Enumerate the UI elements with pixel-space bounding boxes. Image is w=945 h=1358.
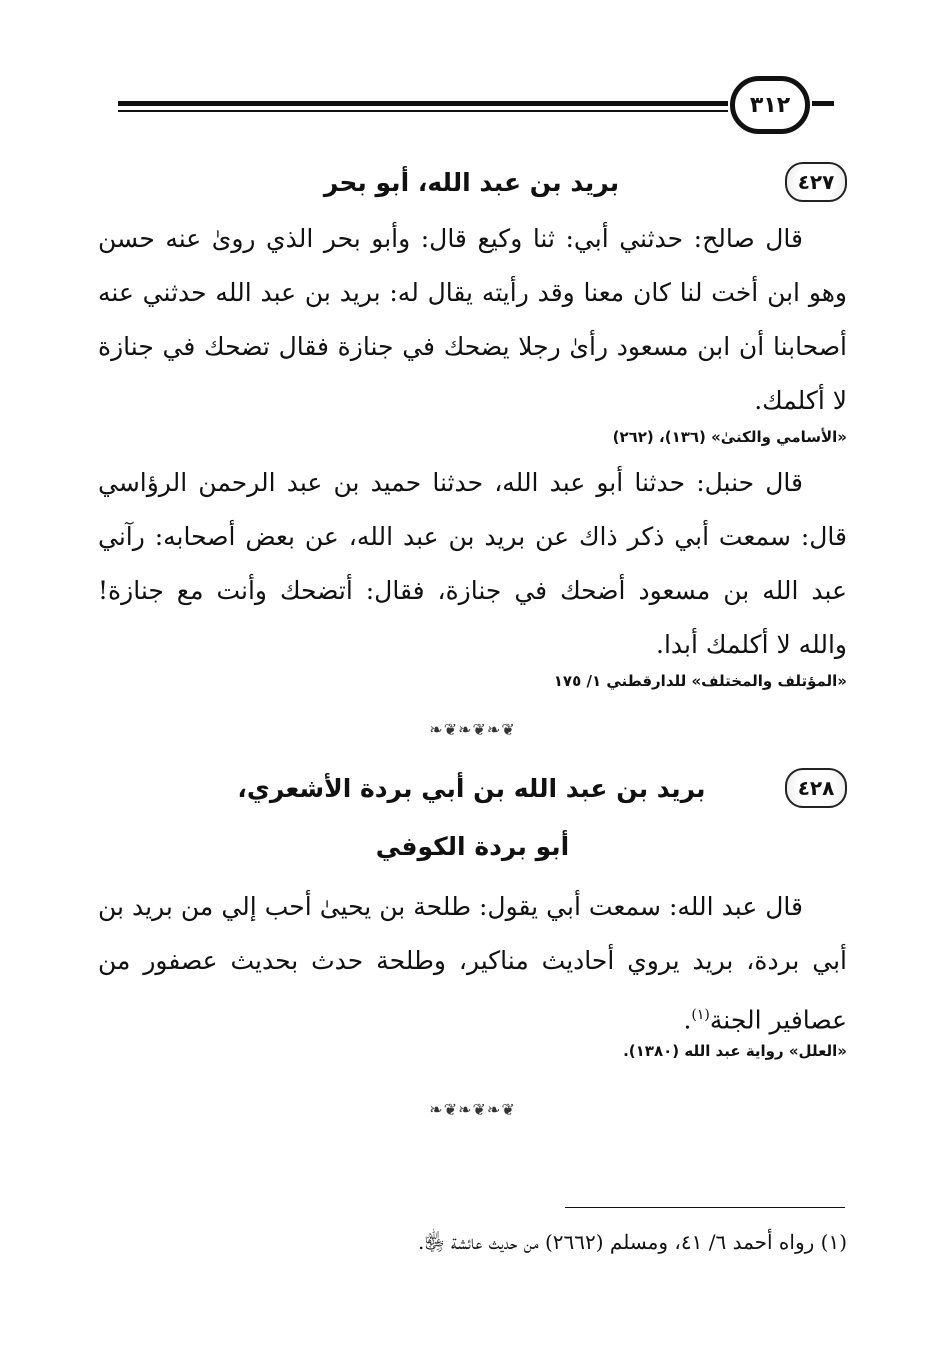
- footnote-reference[interactable]: (١): [691, 1007, 710, 1023]
- entry-heading-428: [98, 766, 847, 810]
- footnote-marker: (١): [820, 1230, 847, 1254]
- entry-number-badge: ٤٢٧: [785, 162, 847, 202]
- page-number: ٣١٢: [730, 76, 810, 134]
- source-citation: «العلل» رواية عبد الله (١٣٨٠).: [623, 1042, 847, 1060]
- body-paragraph: [98, 880, 847, 1047]
- entry-heading-427: [98, 160, 847, 204]
- entry-subtitle: أبو بردة الكوفي: [375, 832, 570, 861]
- entry-number-badge: ٤٢٨: [785, 768, 847, 808]
- source-citation: «الأسامي والكنىٰ» (١٣٦)، (٢٦٢): [612, 428, 847, 446]
- body-paragraph: [98, 212, 847, 428]
- footnote-text: رواه أحمد ٦/ ٤١، ومسلم (٢٦٦٢) من حديث عائشة ﵂.: [418, 1230, 815, 1254]
- section-ornament: ❧❦❧❦❧❦: [429, 1100, 516, 1119]
- paragraph-text: قال حنبل: حدثنا أبو عبد الله، حدثنا حميد بن عبد الرحمن الرؤاسي قال: سمعت أبي ذكر ذاك عن بريد بن عبد الله، عن بعض أصحابه: رآني عبد الله بن مسعود أضحك في جنازة، فقال: أتضحك وأنت مع جنازة! والله لا أكلمك أبدا.: [98, 468, 847, 659]
- entry-title: بريد بن عبد الله، أبو بحر: [323, 167, 620, 197]
- paragraph-text-end: .: [683, 1005, 692, 1035]
- footnote-separator: [565, 1207, 845, 1208]
- source-citation: «المؤتلف والمختلف» للدارقطني ١/ ١٧٥: [553, 672, 847, 690]
- entry-title: بريد بن عبد الله بن أبي بردة الأشعري،: [237, 773, 706, 803]
- footnote: [98, 1230, 847, 1259]
- paragraph-text: قال صالح: حدثني أبي: ثنا وكيع قال: وأبو بحر الذي روىٰ عنه حسن وهو ابن أخت لنا كان معنا وقد رأيته يقال له: بريد بن عبد الله حدثني عنه أصحابنا أن ابن مسعود رأىٰ رجلا يضحك في جنازة فقال تضحك في جنازة لا أكلمك.: [98, 224, 847, 415]
- header-rule-stub: [812, 101, 834, 106]
- paragraph-text: قال عبد الله: سمعت أبي يقول: طلحة بن يحيىٰ أحب إلي من بريد بن أبي بردة، بريد يروي أحاديث مناكير، وطلحة حدث بحديث عصفور من عصافير الجنة: [98, 892, 847, 1035]
- header-rule: [118, 101, 728, 106]
- header-rule-thin: [118, 110, 728, 112]
- section-ornament: ❧❦❧❦❧❦: [429, 720, 516, 739]
- body-paragraph: [98, 456, 847, 672]
- page-header: [0, 0, 945, 160]
